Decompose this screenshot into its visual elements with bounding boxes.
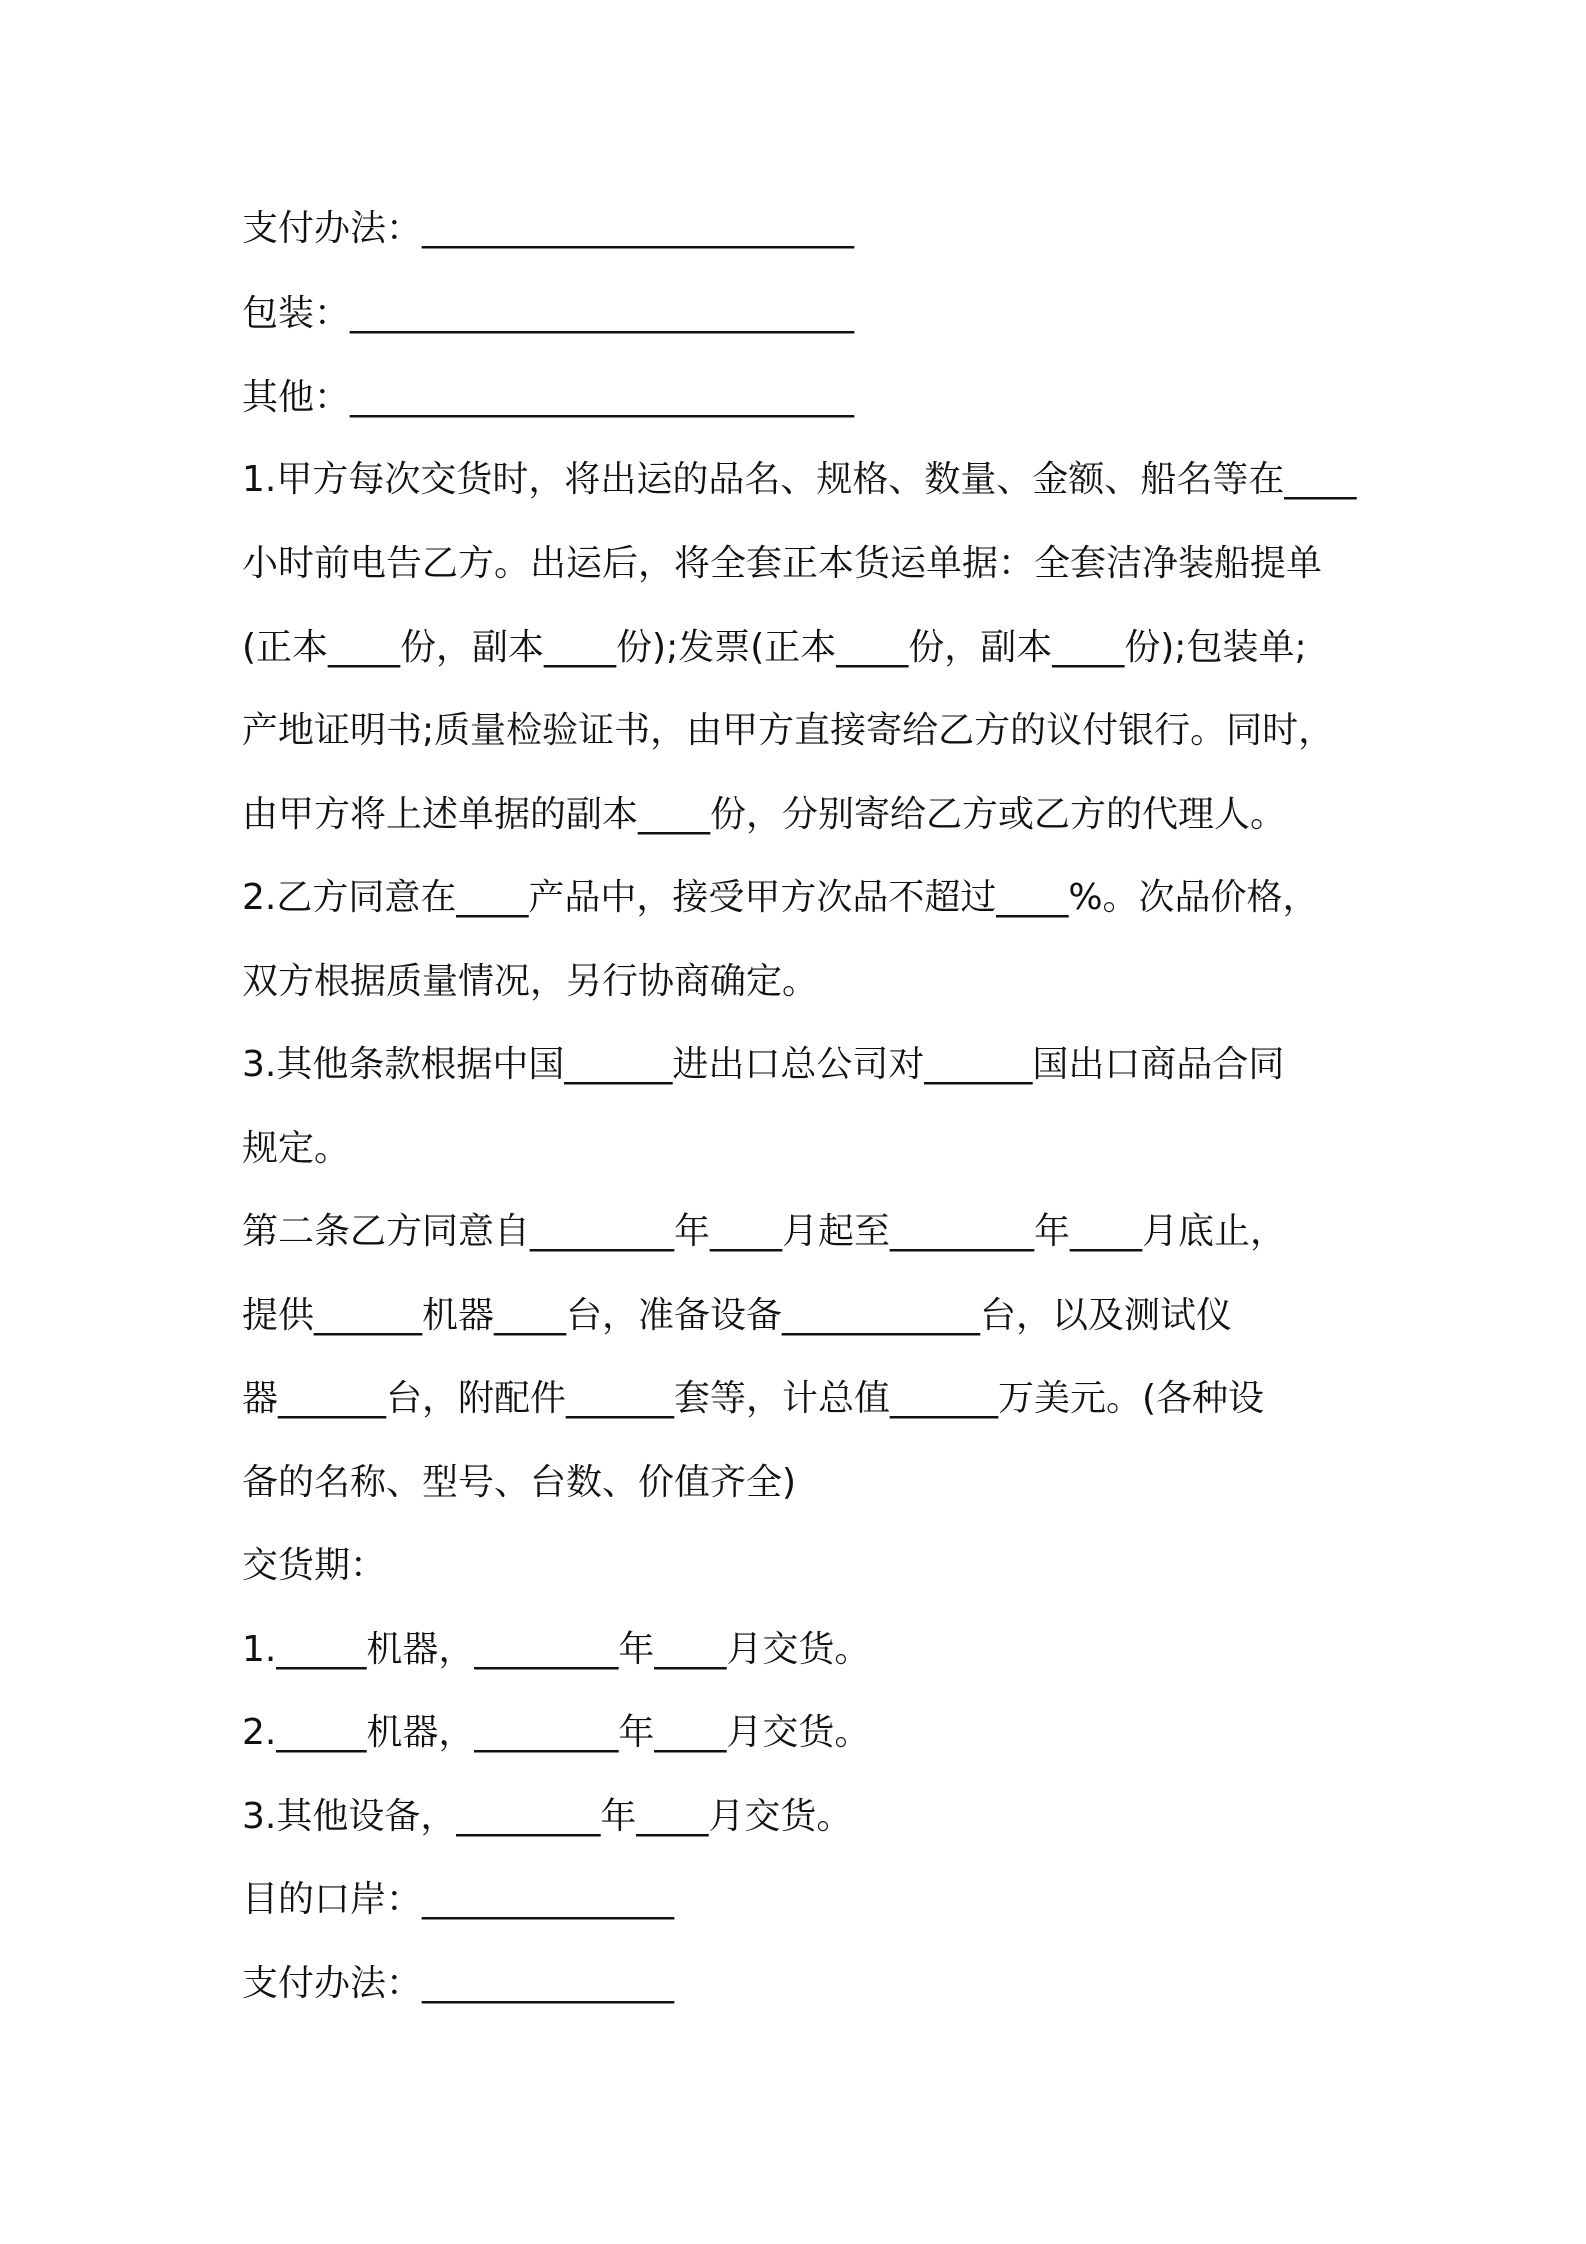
payment-method-line-2: 支付办法：______________	[242, 1963, 675, 2004]
delivery-item-2: 2._____机器，________年____月交货。	[242, 1712, 871, 1753]
payment-method-line: 支付办法：________________________	[242, 208, 855, 249]
article-2-line-2: 提供______机器____台，准备设备___________台，以及测试仪	[242, 1295, 1233, 1336]
destination-port-line: 目的口岸：______________	[242, 1879, 675, 1920]
packing-line: 包装：____________________________	[242, 293, 855, 334]
delivery-item-3: 3.其他设备，________年____月交货。	[242, 1796, 853, 1837]
clause-1-line-3: (正本____份，副本____份);发票(正本____份，副本____份);包装单;	[242, 627, 1307, 668]
clause-2-line-2: 双方根据质量情况，另行协商确定。	[242, 961, 819, 1002]
clause-2-line-1: 2.乙方同意在____产品中，接受甲方次品不超过____%。次品价格，	[242, 877, 1319, 918]
clause-1-line-5: 由甲方将上述单据的副本____份，分别寄给乙方或乙方的代理人。	[242, 794, 1287, 835]
article-2-line-3: 器______台，附配件______套等，计总值______万美元。(各种设	[242, 1378, 1265, 1419]
article-2-line-4: 备的名称、型号、台数、价值齐全)	[242, 1462, 797, 1503]
other-line: 其他：____________________________	[242, 377, 855, 418]
delivery-item-1: 1._____机器，________年____月交货。	[242, 1629, 871, 1670]
clause-1-line-2: 小时前电告乙方。出运后，将全套正本货运单据：全套洁净装船提单	[242, 543, 1323, 584]
clause-1-line-1: 1.甲方每次交货时，将出运的品名、规格、数量、金额、船名等在____	[242, 459, 1357, 500]
delivery-period-heading: 交货期：	[242, 1545, 387, 1586]
clause-3-line-2: 规定。	[242, 1128, 351, 1169]
clause-1-line-4: 产地证明书;质量检验证书，由甲方直接寄给乙方的议付银行。同时，	[242, 710, 1335, 751]
clause-3-line-1: 3.其他条款根据中国______进出口总公司对______国出口商品合同	[242, 1044, 1285, 1085]
article-2-line-1: 第二条乙方同意自________年____月起至________年____月底止，	[242, 1211, 1287, 1252]
